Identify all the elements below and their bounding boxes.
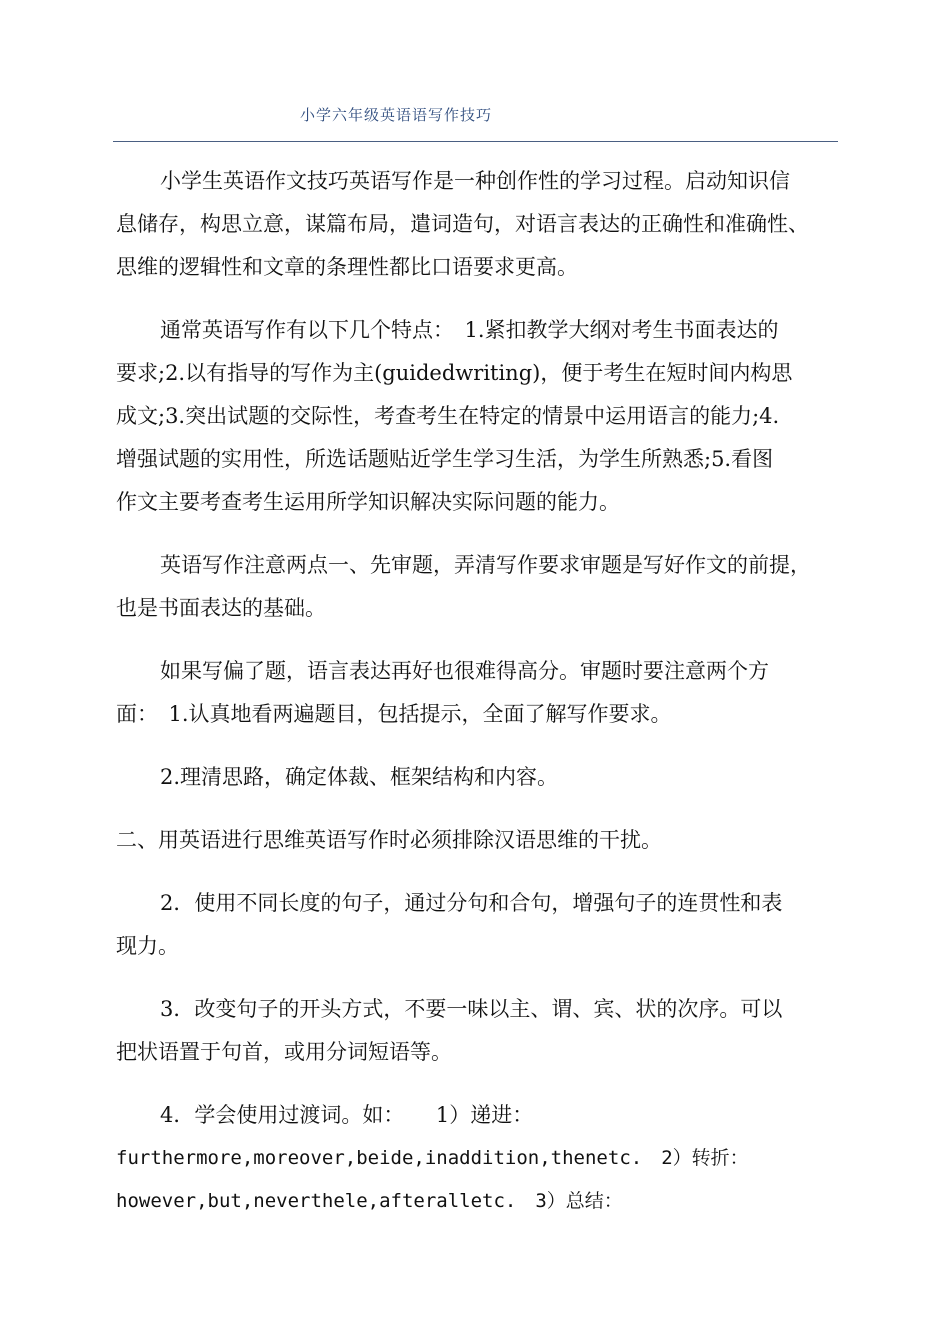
text-line: 要求;2.以有指导的写作为主(guidedwriting)，便于考生在短时间内构思: [116, 361, 793, 385]
text-line: 面： 1.认真地看两遍题目，包括提示，全面了解写作要求。: [116, 702, 672, 726]
text-line: 如果写偏了题，语言表达再好也很难得高分。审题时要注意两个方: [160, 659, 769, 683]
text-line: 英语写作注意两点一、先审题，弄清写作要求审题是写好作文的前提，: [160, 553, 811, 577]
text-line: 二、用英语进行思维英语写作时必须排除汉语思维的干扰。: [116, 828, 662, 852]
text-line: 小学生英语作文技巧英语写作是一种创作性的学习过程。启动知识信: [160, 169, 790, 193]
text-line: 成文;3.突出试题的交际性，考查考生在特定的情景中运用语言的能力;4.: [116, 404, 780, 428]
text-line: 也是书面表达的基础。: [116, 596, 326, 620]
paragraph: [116, 819, 846, 862]
text-line: 把状语置于句首，或用分词短语等。: [116, 1040, 452, 1064]
paragraph: [116, 544, 846, 630]
text-line: 息储存，构思立意，谋篇布局，遣词造句，对语言表达的正确性和准确性、: [116, 212, 809, 236]
text-line: however,but,neverthele,afteralletc. 3）总结：: [116, 1190, 623, 1212]
paragraph: [116, 160, 846, 289]
paragraph: [116, 650, 846, 736]
text-line: 现力。: [116, 934, 179, 958]
text-line: 2．使用不同长度的句子，通过分句和合句，增强句子的连贯性和表: [160, 891, 783, 915]
text-line: 增强试题的实用性，所选话题贴近学生学习生活，为学生所熟悉;5.看图: [116, 447, 774, 471]
document-body: [116, 160, 846, 1243]
paragraph: [116, 309, 846, 524]
text-line: 2.理清思路，确定体裁、框架结构和内容。: [160, 765, 559, 789]
text-line: 通常英语写作有以下几个特点： 1.紧扣教学大纲对考生书面表达的: [160, 318, 779, 342]
text-line: 3．改变句子的开头方式，不要一味以主、谓、宾、状的次序。可以: [160, 997, 783, 1021]
text-line: 作文主要考查考生运用所学知识解决实际问题的能力。: [116, 490, 620, 514]
text-line: furthermore,moreover,beide,inaddition,thenetc. 2）转折：: [116, 1147, 749, 1169]
paragraph: [116, 756, 846, 799]
header-divider: [113, 141, 838, 142]
page-header-title: 小学六年级英语语写作技巧: [300, 106, 493, 124]
text-line: 思维的逻辑性和文章的条理性都比口语要求更高。: [116, 255, 578, 279]
paragraph: [116, 988, 846, 1074]
text-line: 4．学会使用过渡词。如： 1）递进：: [160, 1103, 534, 1127]
paragraph: [116, 1094, 846, 1223]
paragraph: [116, 882, 846, 968]
